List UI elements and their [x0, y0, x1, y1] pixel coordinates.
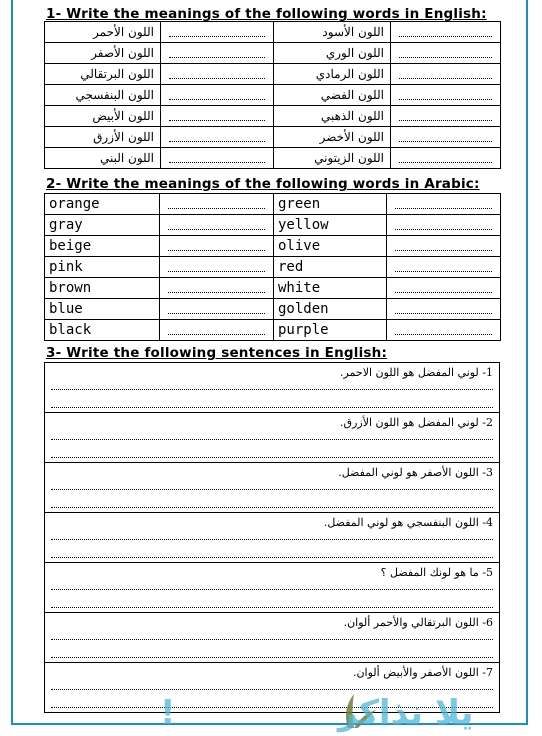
answer-dotted-line: [399, 162, 492, 163]
answer-blank[interactable]: [160, 194, 274, 215]
answer-blank[interactable]: [161, 148, 274, 169]
answer-blank[interactable]: [161, 85, 274, 106]
english-word: orange: [45, 194, 160, 215]
answer-dotted-line: [51, 589, 493, 590]
answer-dotted-line: [399, 78, 492, 79]
arabic-word: اللون الأخضر: [274, 127, 391, 148]
table-row: [45, 463, 500, 513]
table-row: [45, 299, 501, 320]
answer-dotted-line: [395, 334, 492, 335]
table-row: [45, 127, 501, 148]
sentence-cell[interactable]: [45, 613, 500, 663]
answer-blank[interactable]: [387, 236, 501, 257]
answer-dotted-line: [399, 120, 492, 121]
answer-blank[interactable]: [387, 320, 501, 341]
arabic-word: اللون الأزرق: [45, 127, 161, 148]
svg-text:!: !: [160, 693, 176, 733]
arabic-sentence: 6- اللون البرتقالي والأحمر ألوان.: [343, 616, 493, 629]
english-word: pink: [45, 257, 160, 278]
arabic-word: اللون الوري: [274, 43, 391, 64]
table-row: [45, 215, 501, 236]
arabic-word: اللون الأبيض: [45, 106, 161, 127]
arabic-sentence: 4- اللون البنفسجي هو لوني المفضل.: [323, 516, 493, 529]
english-word: gray: [45, 215, 160, 236]
site-logo: [148, 688, 474, 733]
table-row: [45, 22, 501, 43]
answer-blank[interactable]: [391, 106, 501, 127]
answer-dotted-line: [51, 607, 493, 608]
table-row: [45, 513, 500, 563]
answer-blank[interactable]: [391, 85, 501, 106]
arabic-word: اللون الذهبي: [274, 106, 391, 127]
answer-dotted-line: [168, 229, 265, 230]
table-row: [45, 413, 500, 463]
answer-blank[interactable]: [391, 148, 501, 169]
answer-blank[interactable]: [160, 278, 274, 299]
answer-blank[interactable]: [391, 22, 501, 43]
english-word: red: [274, 257, 387, 278]
table-row: [45, 148, 501, 169]
table-row: [45, 236, 501, 257]
arabic-word: اللون البني: [45, 148, 161, 169]
table-row: [45, 64, 501, 85]
answer-blank[interactable]: [160, 236, 274, 257]
english-word: green: [274, 194, 387, 215]
answer-dotted-line: [51, 489, 493, 490]
arabic-word: اللون البرتقالي: [45, 64, 161, 85]
english-word: olive: [274, 236, 387, 257]
sentence-cell[interactable]: [45, 513, 500, 563]
english-word: black: [45, 320, 160, 341]
answer-blank[interactable]: [160, 257, 274, 278]
sentence-cell[interactable]: [45, 363, 500, 413]
sentence-cell[interactable]: [45, 563, 500, 613]
answer-dotted-line: [169, 78, 265, 79]
section1-heading: 1- Write the meanings of the following words in English:: [46, 6, 487, 22]
section2-table: [44, 193, 501, 341]
table-row: [45, 194, 501, 215]
section3-table: [44, 362, 500, 713]
answer-dotted-line: [169, 36, 265, 37]
answer-blank[interactable]: [387, 194, 501, 215]
arabic-sentence: 3- اللون الأصفر هو لوني المفضل.: [338, 466, 493, 479]
section2-heading: 2- Write the meanings of the following words in Arabic:: [46, 176, 480, 192]
answer-dotted-line: [169, 57, 265, 58]
answer-dotted-line: [169, 162, 265, 163]
arabic-word: اللون الأحمر: [45, 22, 161, 43]
sentence-cell[interactable]: [45, 463, 500, 513]
answer-dotted-line: [395, 208, 492, 209]
answer-dotted-line: [395, 313, 492, 314]
arabic-word: اللون الرمادي: [274, 64, 391, 85]
answer-dotted-line: [51, 639, 493, 640]
section3-heading: 3- Write the following sentences in English:: [46, 345, 388, 361]
table-row: [45, 363, 500, 413]
arabic-word: اللون الأسود: [274, 22, 391, 43]
answer-blank[interactable]: [387, 215, 501, 236]
answer-blank[interactable]: [391, 64, 501, 85]
answer-dotted-line: [399, 141, 492, 142]
answer-blank[interactable]: [387, 257, 501, 278]
table-row: [45, 85, 501, 106]
arabic-word: اللون الزيتوني: [274, 148, 391, 169]
answer-blank[interactable]: [161, 43, 274, 64]
logo-text: يلا نذاكر: [338, 693, 474, 733]
answer-dotted-line: [168, 271, 265, 272]
table-row: [45, 563, 500, 613]
answer-blank[interactable]: [387, 299, 501, 320]
sentence-cell[interactable]: [45, 413, 500, 463]
answer-blank[interactable]: [160, 320, 274, 341]
answer-dotted-line: [51, 557, 493, 558]
answer-dotted-line: [395, 292, 492, 293]
table-row: [45, 613, 500, 663]
english-word: purple: [274, 320, 387, 341]
english-word: beige: [45, 236, 160, 257]
answer-dotted-line: [168, 250, 265, 251]
answer-dotted-line: [51, 389, 493, 390]
arabic-sentence: 5- ما هو لونك المفضل ؟: [380, 566, 493, 579]
answer-dotted-line: [169, 120, 265, 121]
english-word: white: [274, 278, 387, 299]
answer-dotted-line: [51, 457, 493, 458]
answer-dotted-line: [51, 657, 493, 658]
answer-dotted-line: [395, 271, 492, 272]
english-word: blue: [45, 299, 160, 320]
answer-blank[interactable]: [161, 106, 274, 127]
answer-blank[interactable]: [387, 278, 501, 299]
answer-blank[interactable]: [161, 64, 274, 85]
answer-dotted-line: [169, 99, 265, 100]
answer-dotted-line: [51, 439, 493, 440]
english-word: yellow: [274, 215, 387, 236]
answer-dotted-line: [168, 292, 265, 293]
answer-dotted-line: [399, 36, 492, 37]
answer-dotted-line: [399, 99, 492, 100]
table-row: [45, 278, 501, 299]
answer-dotted-line: [51, 407, 493, 408]
section1-table: [44, 21, 501, 169]
table-row: [45, 43, 501, 64]
arabic-word: اللون الأصفر: [45, 43, 161, 64]
answer-dotted-line: [169, 141, 265, 142]
english-word: golden: [274, 299, 387, 320]
arabic-word: اللون الفضي: [274, 85, 391, 106]
answer-blank[interactable]: [161, 127, 274, 148]
answer-blank[interactable]: [391, 43, 501, 64]
answer-dotted-line: [168, 313, 265, 314]
arabic-sentence: 1- لوني المفضل هو اللون الاحمر.: [339, 366, 493, 379]
answer-dotted-line: [168, 334, 265, 335]
answer-blank[interactable]: [160, 215, 274, 236]
arabic-word: اللون البنفسجي: [45, 85, 161, 106]
answer-dotted-line: [395, 250, 492, 251]
answer-dotted-line: [395, 229, 492, 230]
answer-dotted-line: [399, 57, 492, 58]
answer-blank[interactable]: [391, 127, 501, 148]
table-row: [45, 106, 501, 127]
answer-dotted-line: [51, 539, 493, 540]
answer-dotted-line: [168, 208, 265, 209]
table-row: [45, 257, 501, 278]
table-row: [45, 320, 501, 341]
answer-dotted-line: [51, 507, 493, 508]
arabic-sentence: 2- لوني المفضل هو اللون الأزرق.: [340, 416, 493, 429]
answer-blank[interactable]: [160, 299, 274, 320]
english-word: brown: [45, 278, 160, 299]
arabic-sentence: 7- اللون الأصفر والأبيض ألوان.: [352, 666, 493, 679]
answer-blank[interactable]: [161, 22, 274, 43]
